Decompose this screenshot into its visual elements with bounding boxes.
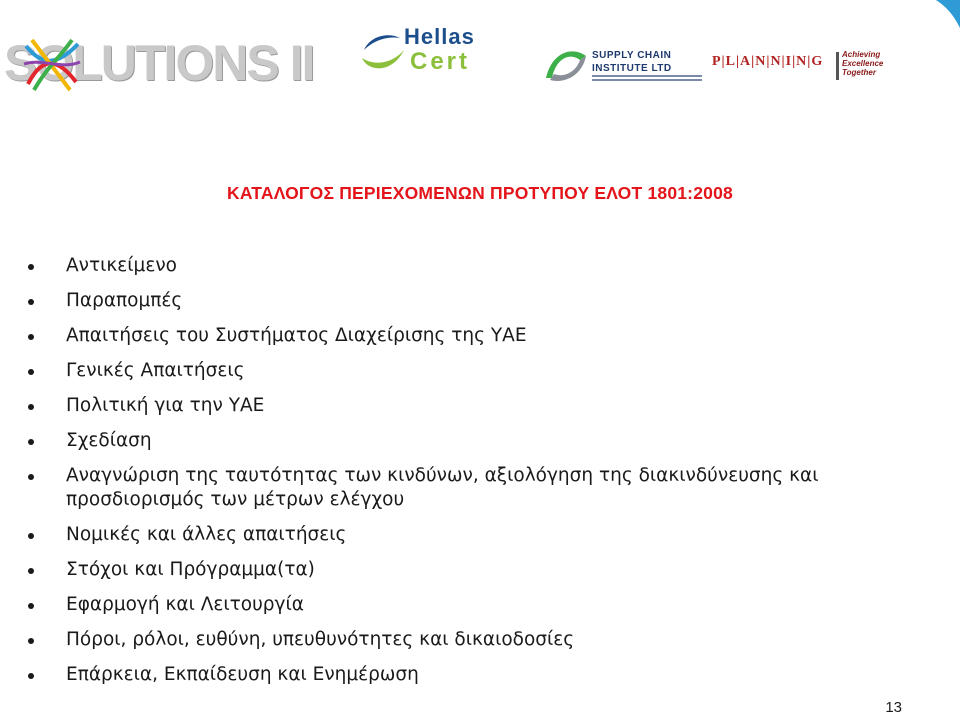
bullet-icon <box>28 603 34 609</box>
planning-logo <box>712 50 912 86</box>
supply-chain-line1: SUPPLY CHAIN <box>592 50 672 61</box>
list-item-text: Πόροι, ρόλοι, ευθύνη, υπευθυνότητες και δικαιοδοσίες <box>66 629 575 650</box>
bullet-icon <box>28 334 34 340</box>
list-item <box>28 464 908 512</box>
hellascert-line2: Cert <box>410 48 471 75</box>
list-item <box>28 394 908 418</box>
bullet-icon <box>28 533 34 539</box>
list-item-text: Παραπομπές <box>66 290 183 311</box>
planning-wordmark: P|L|A|N|N|I|N|G <box>712 54 824 69</box>
bullet-icon <box>28 474 34 480</box>
list-item <box>28 254 908 278</box>
list-item-text: Νομικές και άλλες απαιτήσεις <box>66 524 347 545</box>
planning-tagline-line: Achieving <box>842 50 881 59</box>
list-item-text: Επάρκεια, Εκπαίδευση και Ενημέρωση <box>66 664 419 685</box>
chain-arrow-icon <box>542 42 590 88</box>
list-item-text: Εφαρμογή και Λειτουργία <box>66 594 304 615</box>
hellascert-logo <box>358 22 508 82</box>
list-item <box>28 324 908 348</box>
solutions-logo <box>4 32 314 94</box>
supply-chain-logo <box>542 42 712 90</box>
list-item <box>28 628 908 652</box>
swoosh-icon <box>358 28 406 76</box>
list-item <box>28 289 908 313</box>
list-item <box>28 523 908 547</box>
hellascert-line1: Hellas <box>404 24 475 49</box>
planning-divider <box>836 52 839 80</box>
page-number: 13 <box>885 699 902 716</box>
contents-list <box>28 254 908 698</box>
list-item-text: Αναγνώριση της ταυτότητας των κινδύνων, αξιολόγηση της διακινδύνευσης και προσδιορισμός των μέτρων ελέγχου <box>66 465 819 510</box>
list-item-text: Πολιτική για την ΥΑΕ <box>66 395 265 416</box>
planning-tagline <box>842 50 883 77</box>
solutions-logo-text: SOLUTIONS II <box>4 35 314 91</box>
bullet-icon <box>28 439 34 445</box>
list-item-text: Σχεδίαση <box>66 430 152 451</box>
supply-chain-subtext-lines <box>592 75 702 77</box>
bullet-icon <box>28 568 34 574</box>
list-item <box>28 429 908 453</box>
page-title: ΚΑΤΑΛΟΓΟΣ ΠΕΡΙΕΧΟΜΕΝΩΝ ΠΡΟΤΥΠΟΥ ΕΛΟΤ 1801:2008 <box>227 183 733 203</box>
bullet-icon <box>28 369 34 375</box>
list-item-text: Στόχοι και Πρόγραμμα(τα) <box>66 559 315 580</box>
list-item-text: Απαιτήσεις του Συστήματος Διαχείρισης της ΥΑΕ <box>66 325 527 346</box>
colorful-ribbon-icon <box>22 36 82 92</box>
list-item <box>28 663 908 687</box>
bullet-icon <box>28 299 34 305</box>
logo-header <box>0 0 960 110</box>
supply-chain-line2: INSTITUTE LTD <box>592 63 672 74</box>
bullet-icon <box>28 264 34 270</box>
list-item <box>28 593 908 617</box>
list-item-text: Αντικείμενο <box>66 255 177 276</box>
bullet-icon <box>28 638 34 644</box>
list-item <box>28 558 908 582</box>
corner-decoration-icon <box>932 0 960 28</box>
list-item <box>28 359 908 383</box>
planning-tagline-line: Together <box>842 68 876 77</box>
bullet-icon <box>28 673 34 679</box>
list-item-text: Γενικές Απαιτήσεις <box>66 360 245 381</box>
planning-tagline-line: Excellence <box>842 59 884 68</box>
bullet-icon <box>28 404 34 410</box>
